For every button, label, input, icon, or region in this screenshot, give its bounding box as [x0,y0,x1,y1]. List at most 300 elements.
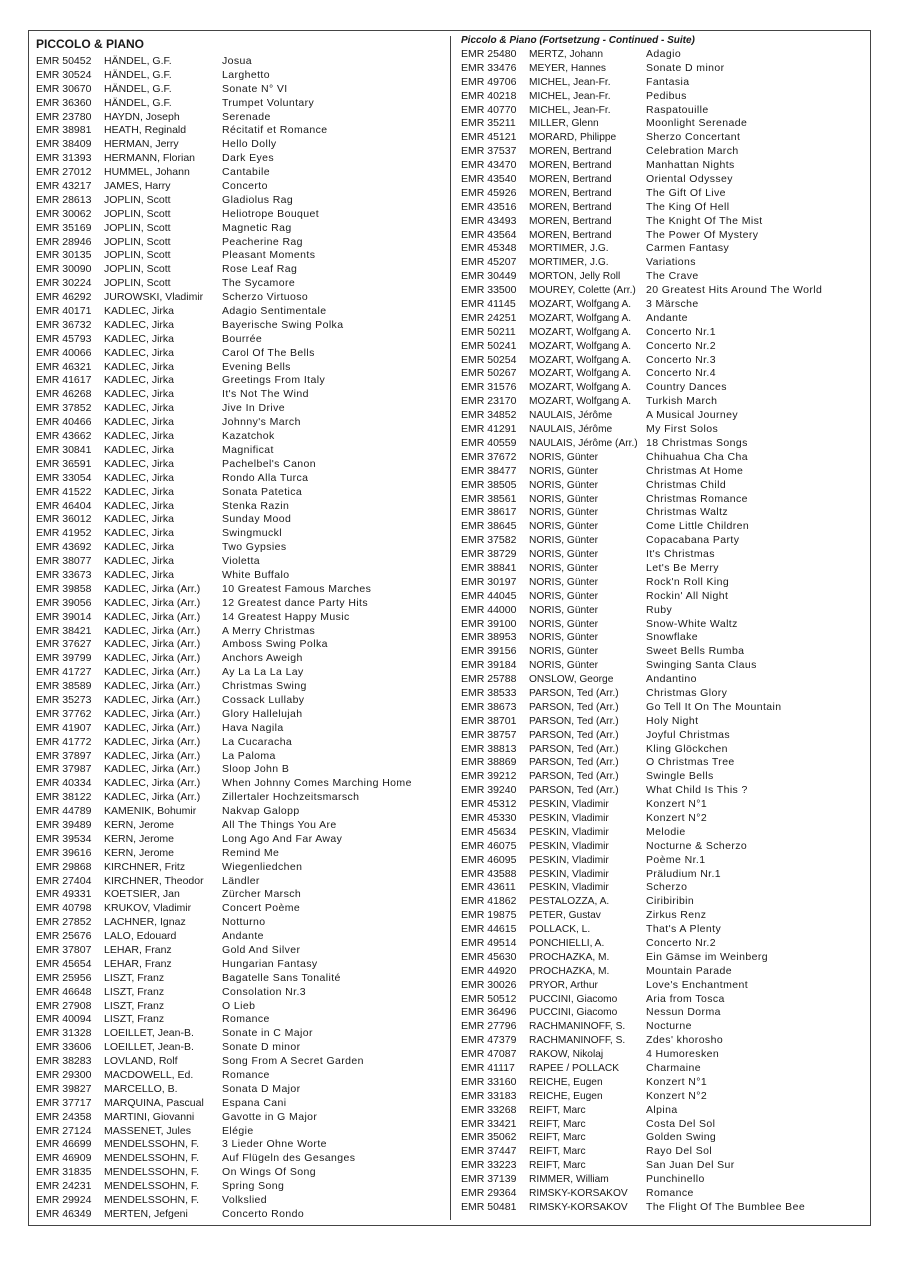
catalog-entry [461,1187,865,1201]
catalog-entry [461,618,865,632]
catalog-entry [461,534,865,548]
work-title: Konzert N°2 [646,1089,708,1102]
work-title: Magnificat [222,443,274,456]
composer: KADLEC, Jirka [104,541,175,554]
catalog-number: EMR 38729 [461,548,517,561]
catalog-entry [461,215,865,229]
work-title: Concerto [222,180,268,193]
work-title: Spring Song [222,1180,285,1193]
catalog-number: EMR 38841 [461,561,517,574]
composer: MOZART, Wolfgang A. [529,368,632,380]
catalog-entry [36,638,446,652]
composer: MEYER, Hannes [529,62,607,74]
composer: KADLEC, Jirka [104,374,175,387]
work-title: Rondo Alla Turca [222,471,309,484]
catalog-number: EMR 49706 [461,75,517,88]
catalog-number: EMR 33160 [461,1075,517,1088]
work-title: Romance [222,1013,270,1026]
composer: PETER, Gustav [529,910,601,922]
catalog-entry [36,611,446,625]
catalog-entry [461,854,865,868]
composer: JOPLIN, Scott [104,249,171,262]
catalog-number: EMR 30026 [461,978,517,991]
catalog-entry [36,694,446,708]
composer: REIFT, Marc [529,1118,586,1130]
composer: MENDELSSOHN, F. [104,1152,200,1165]
composer: KADLEC, Jirka [104,305,175,318]
catalog-number: EMR 30841 [36,443,92,456]
work-title: Aria from Tosca [646,992,725,1005]
work-title: Copacabana Party [646,534,740,547]
catalog-entry [36,513,446,527]
composer: KADLEC, Jirka (Arr.) [104,763,201,776]
catalog-entry [461,90,865,104]
catalog-entry [461,451,865,465]
composer: PARSON, Ted (Arr.) [529,715,619,727]
composer: KADLEC, Jirka [104,513,175,526]
composer: PESKIN, Vladimir [529,882,609,894]
catalog-entry [36,569,446,583]
catalog-entry [461,729,865,743]
catalog-number: EMR 43692 [36,541,92,554]
work-title: Récitatif et Romance [222,124,328,137]
catalog-entry [461,131,865,145]
catalog-number: EMR 41862 [461,895,517,908]
catalog-entry [36,500,446,514]
work-title: Christmas Swing [222,680,307,693]
catalog-entry [36,1041,446,1055]
composer: NORIS, Günter [529,451,599,463]
work-title: Turkish March [646,395,718,408]
catalog-number: EMR 33054 [36,471,92,484]
catalog-entry [461,284,865,298]
catalog-number: EMR 24231 [36,1180,92,1193]
composer: KADLEC, Jirka (Arr.) [104,791,201,804]
work-title: Poème Nr.1 [646,853,706,866]
catalog-entry [36,875,446,889]
catalog-number: EMR 25480 [461,48,517,60]
catalog-number: EMR 41952 [36,527,92,540]
work-title: Volkslied [222,1194,268,1207]
catalog-entry [461,1090,865,1104]
composer: KADLEC, Jirka (Arr.) [104,666,201,679]
catalog-entry [36,916,446,930]
catalog-number: EMR 39184 [461,659,517,672]
catalog-number: EMR 31576 [461,381,517,394]
work-title: Kazatchok [222,430,275,443]
catalog-list-right [461,48,865,1215]
composer: MOREN, Bertrand [529,174,612,186]
composer: MOREN, Bertrand [529,201,612,213]
work-title: Variations [646,256,696,269]
catalog-entry [461,1062,865,1076]
catalog-entry [36,208,446,222]
catalog-entry [36,750,446,764]
composer: NORIS, Günter [529,604,599,616]
catalog-entry [461,159,865,173]
left-column [36,34,446,1222]
work-title: Concerto Nr.3 [646,353,716,366]
catalog-number: EMR 31393 [36,152,92,165]
composer: RACHMANINOFF, S. [529,1035,626,1047]
catalog-entry [461,465,865,479]
catalog-entry [461,76,865,90]
catalog-entry [461,104,865,118]
catalog-entry [461,326,865,340]
work-title: Sonate D minor [646,61,725,74]
composer: PESKIN, Vladimir [529,826,609,838]
work-title: My First Solos [646,423,719,436]
catalog-entry [461,437,865,451]
composer: KADLEC, Jirka (Arr.) [104,777,201,790]
work-title: Ein Gämse im Weinberg [646,950,768,963]
composer: REICHE, Eugen [529,1090,603,1102]
work-title: Konzert N°2 [646,811,708,824]
catalog-number: EMR 43217 [36,180,92,193]
catalog-number: EMR 29364 [461,1187,517,1200]
work-title: Sonate in C Major [222,1027,313,1040]
composer: MERTEN, Jefgeni [104,1207,188,1220]
composer: KADLEC, Jirka [104,443,175,456]
work-title: Concert Poème [222,902,301,915]
work-title: Sonata Patetica [222,485,303,498]
catalog-entry [36,1097,446,1111]
composer: KADLEC, Jirka [104,332,175,345]
composer: KADLEC, Jirka (Arr.) [104,638,201,651]
composer: REIFT, Marc [529,1146,586,1158]
work-title: Pachelbel's Canon [222,457,317,470]
catalog-number: EMR 36496 [461,1006,517,1019]
composer: PRYOR, Arthur [529,979,598,991]
composer: KADLEC, Jirka [104,346,175,359]
catalog-number: EMR 46268 [36,388,92,401]
catalog-entry [461,548,865,562]
catalog-number: EMR 43588 [461,867,517,880]
catalog-number: EMR 30135 [36,249,92,262]
catalog-number: EMR 41522 [36,485,92,498]
composer: KRUKOV, Vladimir [104,902,192,915]
catalog-number: EMR 33606 [36,1041,92,1054]
catalog-number: EMR 25676 [36,930,92,943]
catalog-number: EMR 30670 [36,82,92,95]
composer: LISZT, Franz [104,999,165,1012]
catalog-entry [36,402,446,416]
catalog-number: EMR 39212 [461,770,517,783]
work-title: Oriental Odyssey [646,173,733,186]
work-title: 18 Christmas Songs [646,436,748,449]
catalog-entry [461,784,865,798]
catalog-number: EMR 23170 [461,395,517,408]
composer: PARSON, Ted (Arr.) [529,701,619,713]
composer: NORIS, Günter [529,507,599,519]
catalog-entry [36,361,446,375]
catalog-entry [36,430,446,444]
work-title: When Johnny Comes Marching Home [222,777,412,790]
work-title: Holy Night [646,714,699,727]
catalog-number: EMR 38409 [36,138,92,151]
catalog-number: EMR 39240 [461,784,517,797]
catalog-number: EMR 44789 [36,805,92,818]
composer: MERTZ, Johann [529,49,603,60]
catalog-entry [36,805,446,819]
catalog-number: EMR 50481 [461,1200,517,1213]
catalog-entry [36,458,446,472]
work-title: Nocturne & Scherzo [646,839,748,852]
catalog-number: EMR 29924 [36,1194,92,1207]
catalog-number: EMR 37582 [461,534,517,547]
composer: JOPLIN, Scott [104,235,171,248]
work-title: Nocturne [646,1020,692,1033]
work-title: The Power Of Mystery [646,228,759,241]
work-title: Sweet Bells Rumba [646,645,745,658]
catalog-entry [36,1125,446,1139]
catalog-entry [36,1180,446,1194]
catalog-number: EMR 50254 [461,353,517,366]
work-title: Romance [646,1187,694,1200]
catalog-entry [461,395,865,409]
catalog-number: EMR 46321 [36,360,92,373]
work-title: Auf Flügeln des Gesanges [222,1152,356,1165]
composer: KADLEC, Jirka [104,402,175,415]
composer: PESKIN, Vladimir [529,799,609,811]
catalog-number: EMR 45654 [36,957,92,970]
catalog-number: EMR 30090 [36,263,92,276]
catalog-number: EMR 33223 [461,1159,517,1172]
catalog-number: EMR 31328 [36,1027,92,1040]
catalog-number: EMR 38533 [461,686,517,699]
catalog-entry [36,763,446,777]
work-title: Sonate D minor [222,1041,301,1054]
catalog-entry [461,1159,865,1173]
catalog-entry [461,951,865,965]
composer: LOEILLET, Jean-B. [104,1027,194,1040]
catalog-number: EMR 43662 [36,430,92,443]
work-title: Snow-White Waltz [646,617,738,630]
work-title: Concerto Nr.1 [646,325,716,338]
catalog-entry [461,576,865,590]
work-title: 3 Märsche [646,298,699,311]
catalog-entry [36,152,446,166]
catalog-number: EMR 40798 [36,902,92,915]
work-title: Elégie [222,1124,254,1137]
work-title: The Gift Of Live [646,186,726,199]
composer: HÄNDEL, G.F. [104,82,172,95]
catalog-entry [36,388,446,402]
composer: KADLEC, Jirka [104,318,175,331]
work-title: Amboss Swing Polka [222,638,328,651]
composer: MENDELSSOHN, F. [104,1180,200,1193]
catalog-entry [36,1069,446,1083]
catalog-entry [36,124,446,138]
composer: MOZART, Wolfgang A. [529,326,632,338]
catalog-number: EMR 43611 [461,881,516,894]
composer: KADLEC, Jirka [104,555,175,568]
catalog-entry [461,1131,865,1145]
composer: PONCHIELLI, A. [529,938,605,949]
catalog-number: EMR 45926 [461,186,517,199]
catalog-number: EMR 41772 [36,735,92,748]
catalog-entry [461,965,865,979]
catalog-number: EMR 27908 [36,999,92,1012]
work-title: Concerto Nr.2 [646,339,716,352]
catalog-number: EMR 33268 [461,1103,517,1116]
work-title: Melodie [646,825,686,838]
work-title: Scherzo [646,881,688,894]
catalog-number: EMR 38477 [461,464,517,477]
catalog-number: EMR 41145 [461,298,516,311]
work-title: La Cucaracha [222,735,293,748]
work-title: Rock'n Roll King [646,575,730,588]
catalog-entry [36,1194,446,1208]
work-title: Greetings From Italy [222,374,326,387]
catalog-entry [461,812,865,826]
composer: LOEILLET, Jean-B. [104,1041,194,1054]
composer: HUMMEL, Johann [104,166,190,179]
catalog-entry [461,770,865,784]
catalog-entry [461,1201,865,1215]
catalog-number: EMR 41117 [461,1062,515,1075]
composer: KADLEC, Jirka [104,388,175,401]
work-title: Sherzo Concertant [646,131,741,144]
catalog-entry [36,930,446,944]
catalog-entry [461,868,865,882]
composer: JOPLIN, Scott [104,207,171,220]
catalog-number: EMR 46095 [461,853,517,866]
catalog-number: EMR 50512 [461,992,517,1005]
catalog-number: EMR 41907 [36,721,92,734]
catalog-number: EMR 43540 [461,173,517,186]
catalog-entry [461,743,865,757]
work-title: Country Dances [646,381,727,394]
catalog-entry [461,715,865,729]
work-title: Costa Del Sol [646,1117,716,1130]
catalog-number: EMR 28613 [36,193,92,206]
catalog-number: EMR 27796 [461,1020,517,1033]
composer: KIRCHNER, Theodor [104,874,204,887]
work-title: Bayerische Swing Polka [222,318,344,331]
catalog-number: EMR 39534 [36,832,92,845]
catalog-number: EMR 40171 [36,305,92,318]
composer: MORTIMER, J.G. [529,257,609,269]
catalog-number: EMR 30197 [461,575,517,588]
composer: JOPLIN, Scott [104,263,171,276]
catalog-number: EMR 37627 [36,638,92,651]
work-title: Trumpet Voluntary [222,96,315,109]
composer: KADLEC, Jirka [104,471,175,484]
composer: MOREN, Bertrand [529,146,612,158]
catalog-entry [36,249,446,263]
catalog-entry [36,722,446,736]
composer: RAKOW, Nikolaj [529,1049,604,1061]
work-title: Cantabile [222,166,270,179]
catalog-entry [461,1145,865,1159]
work-title: Peacherine Rag [222,235,303,248]
work-title: What Child Is This ? [646,784,748,797]
catalog-number: EMR 50211 [461,325,516,338]
composer: JUROWSKI, Vladimir [104,291,204,304]
composer: POLLACK, L. [529,924,591,936]
catalog-number: EMR 38077 [36,555,92,568]
work-title: Konzert N°1 [646,1075,708,1088]
work-title: On Wings Of Song [222,1166,316,1179]
catalog-entry [461,895,865,909]
composer: KADLEC, Jirka (Arr.) [104,693,201,706]
catalog-number: EMR 36732 [36,318,92,331]
catalog-entry [36,958,446,972]
catalog-entry [461,479,865,493]
composer: NORIS, Günter [529,590,599,602]
catalog-number: EMR 45793 [36,332,92,345]
composer: MOZART, Wolfgang A. [529,354,632,366]
catalog-entry [36,625,446,639]
catalog-entry [36,1083,446,1097]
work-title: O Lieb [222,999,256,1012]
work-title: Zdes' khorosho [646,1034,724,1047]
work-title: Joyful Christmas [646,728,731,741]
catalog-number: EMR 30524 [36,68,92,81]
composer: MORARD, Philippe [529,132,617,144]
work-title: Swinging Santa Claus [646,659,757,672]
catalog-entry [36,944,446,958]
catalog-entry [461,659,865,673]
composer: PARSON, Ted (Arr.) [529,771,619,783]
composer: NAULAIS, Jérôme (Arr.) [529,437,638,449]
catalog-entry [36,55,446,69]
composer: NORIS, Günter [529,562,599,574]
work-title: Celebration March [646,145,739,158]
catalog-entry [36,583,446,597]
composer: PROCHAZKA, M. [529,965,610,977]
catalog-entry [461,979,865,993]
work-title: Ciribiribin [646,895,695,908]
catalog-entry [36,1152,446,1166]
work-title: Concerto Nr.4 [646,367,716,380]
work-title: All The Things You Are [222,818,337,831]
composer: KAMENIK, Bohumir [104,805,197,818]
work-title: Cossack Lullaby [222,693,305,706]
catalog-entry [36,1027,446,1041]
work-title: Concerto Nr.2 [646,937,716,949]
catalog-number: EMR 49514 [461,937,517,949]
catalog-entry [461,1006,865,1020]
work-title: Espana Cani [222,1096,287,1109]
composer: LEHAR, Franz [104,957,172,970]
work-title: Adagio Sentimentale [222,305,327,318]
composer: MACDOWELL, Ed. [104,1069,194,1082]
catalog-entry [461,117,865,131]
composer: PESKIN, Vladimir [529,840,609,852]
catalog-number: EMR 23780 [36,110,92,123]
catalog-entry [461,937,865,951]
catalog-number: EMR 38701 [461,714,517,727]
work-title: O Christmas Tree [646,756,735,769]
catalog-number: EMR 37807 [36,944,92,956]
work-title: Gladiolus Rag [222,193,294,206]
catalog-entry [461,367,865,381]
catalog-number: EMR 41617 [36,374,92,387]
catalog-number: EMR 34852 [461,409,517,422]
catalog-entry [36,333,446,347]
work-title: Gavotte in G Major [222,1110,318,1123]
composer: KADLEC, Jirka (Arr.) [104,721,201,734]
catalog-entry [36,1000,446,1014]
work-title: Christmas Romance [646,492,748,505]
catalog-entry [36,277,446,291]
catalog-number: EMR 28946 [36,235,92,248]
composer: HERMAN, Jerry [104,138,179,151]
work-title: 20 Greatest Hits Around The World [646,284,823,297]
composer: PARSON, Ted (Arr.) [529,729,619,741]
